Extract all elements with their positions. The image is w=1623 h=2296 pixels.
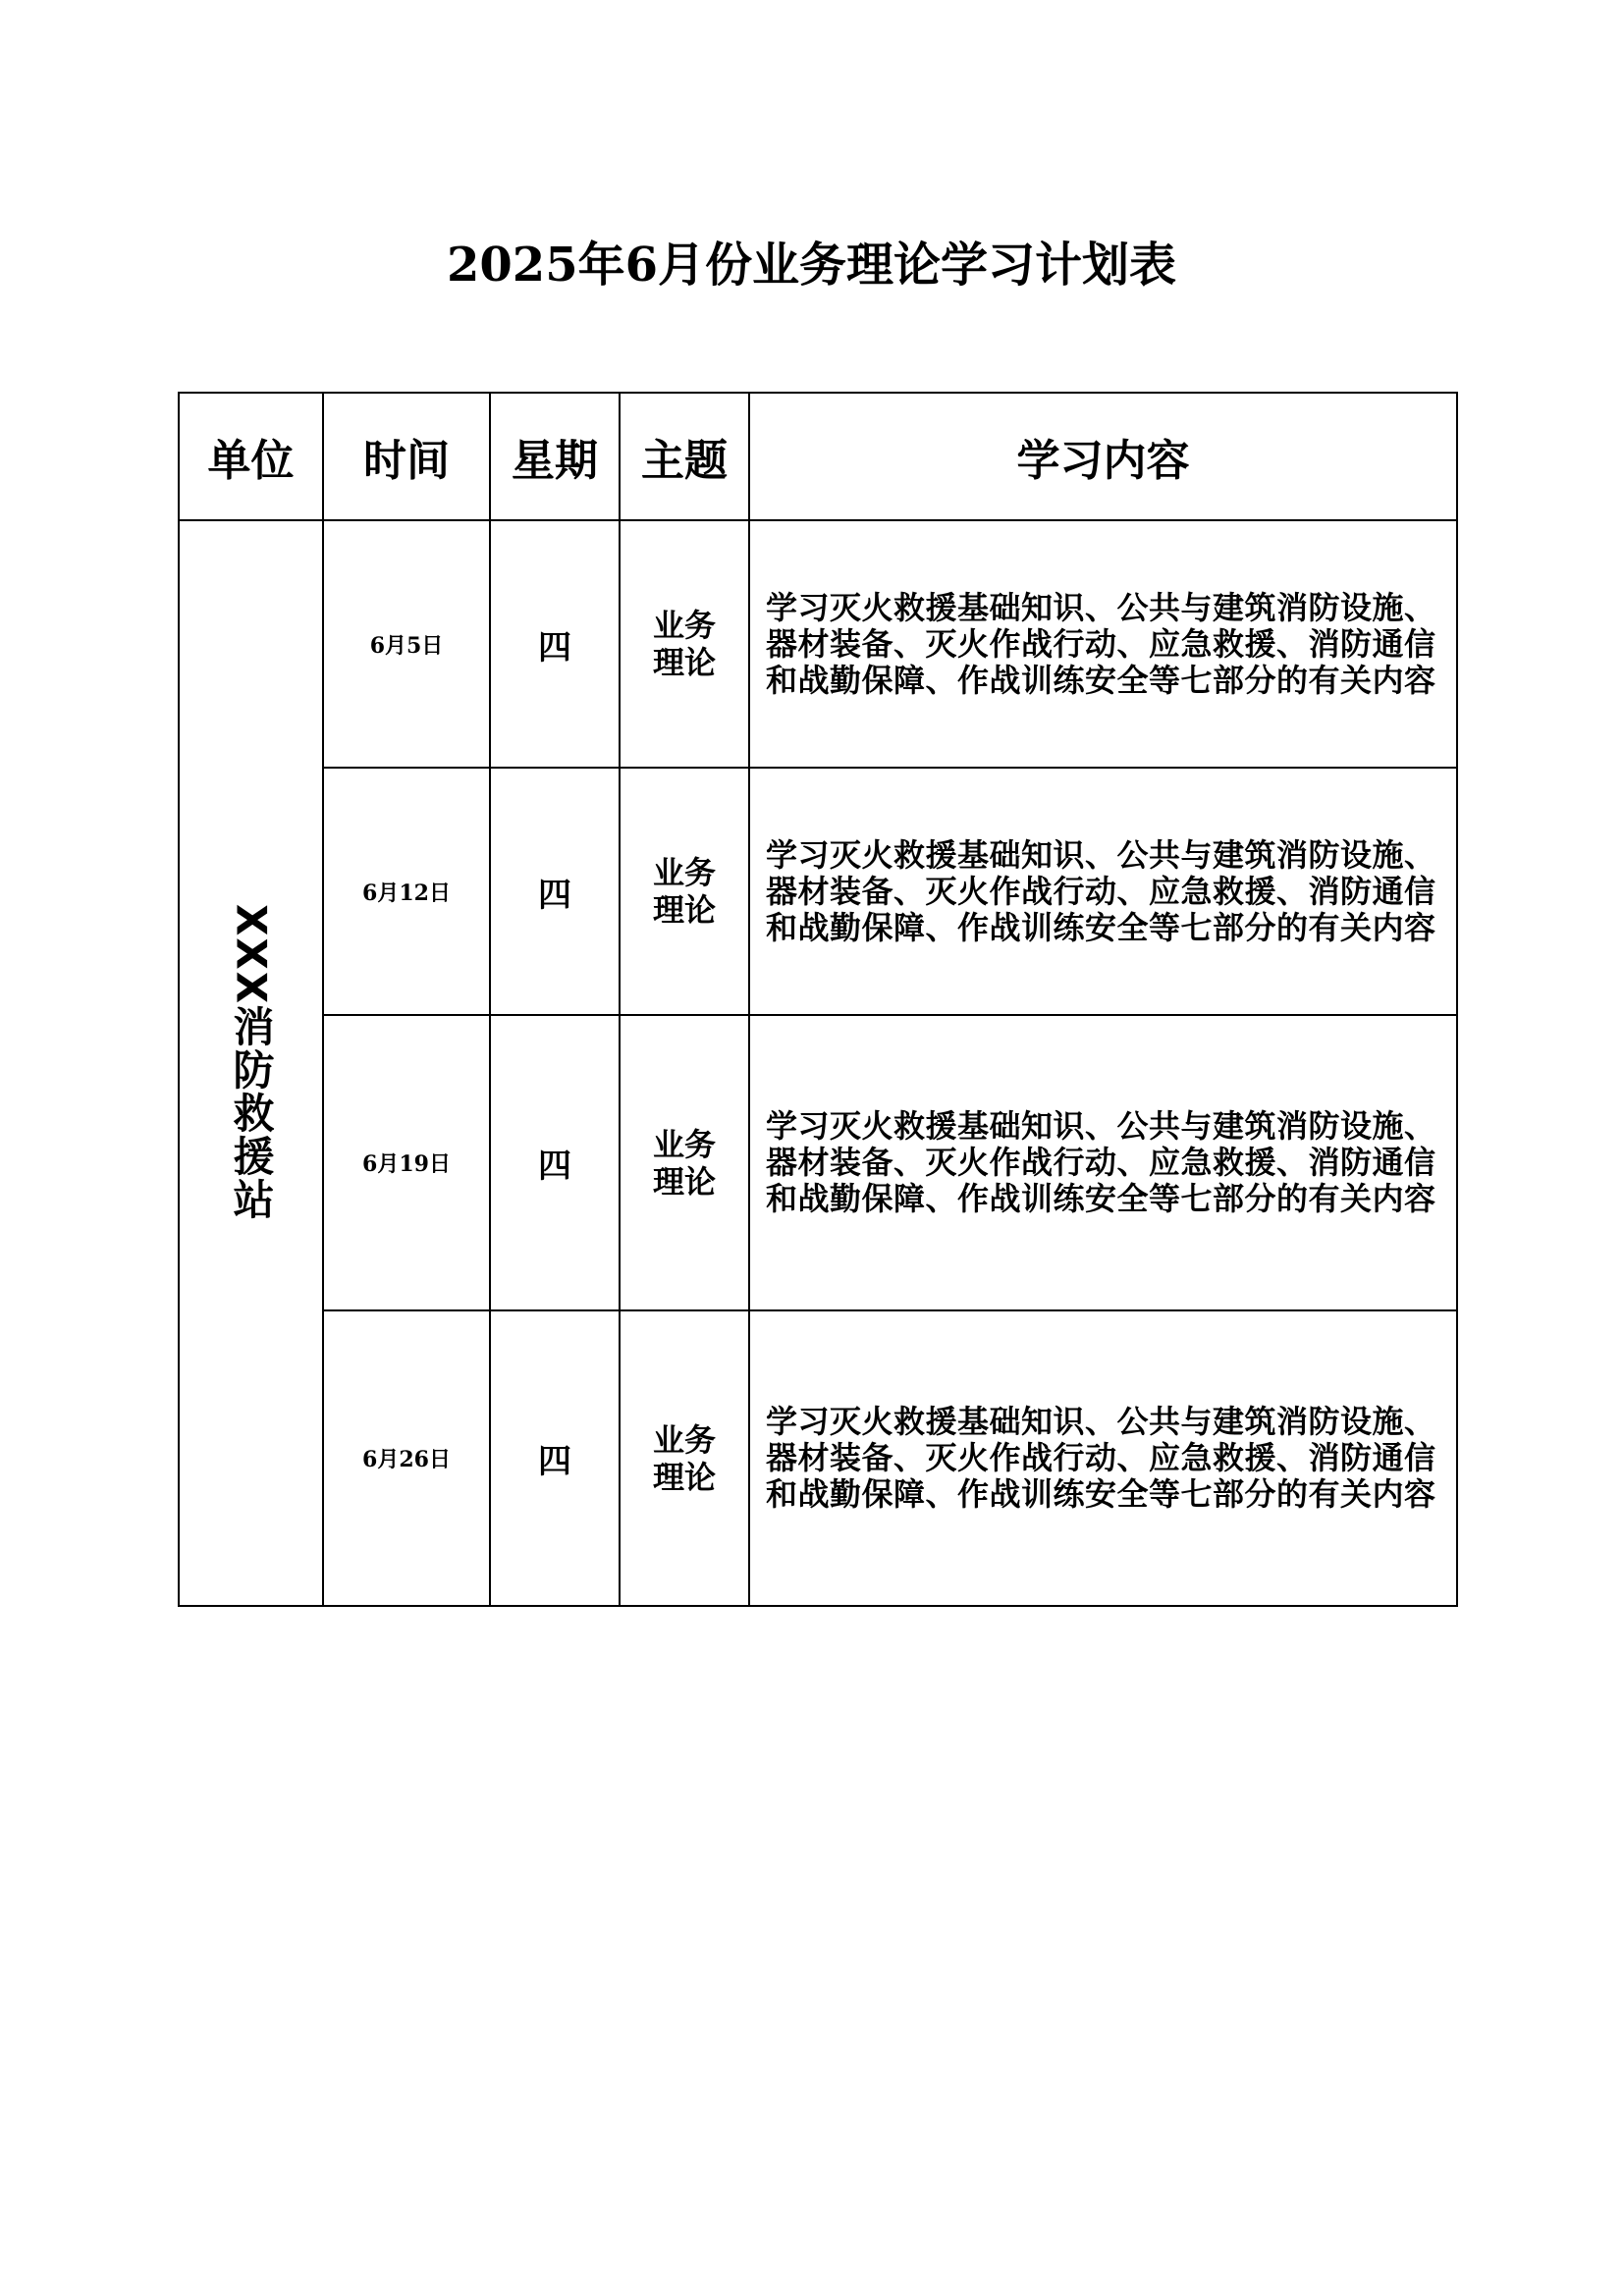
- unit-cell: [179, 520, 323, 1606]
- content-cell: 学习灭火救援基础知识、公共与建筑消防设施、器材装备、灭火作战行动、应急救援、消防通信和战勤保障、作战训练安全等七部分的有关内容: [749, 1310, 1457, 1606]
- table-row: [179, 1015, 1457, 1310]
- topic-cell: [620, 1015, 749, 1310]
- content-cell: 学习灭火救援基础知识、公共与建筑消防设施、器材装备、灭火作战行动、应急救援、消防通信和战勤保障、作战训练安全等七部分的有关内容: [749, 768, 1457, 1015]
- header-content: 学习内容: [749, 393, 1457, 520]
- table-row: [179, 520, 1457, 768]
- topic-text: 业务理论: [652, 1125, 716, 1201]
- weekday-cell: 四: [490, 1015, 620, 1310]
- study-plan-table: [178, 392, 1458, 1607]
- topic-cell: [620, 768, 749, 1015]
- content-cell: 学习灭火救援基础知识、公共与建筑消防设施、器材装备、灭火作战行动、应急救援、消防通信和战勤保障、作战训练安全等七部分的有关内容: [749, 520, 1457, 768]
- topic-text: 业务理论: [652, 607, 716, 681]
- unit-name: XXX消防救援站: [227, 904, 276, 1222]
- table-header-row: [179, 393, 1457, 520]
- date-cell: 6月5日: [323, 520, 490, 768]
- topic-cell: [620, 520, 749, 768]
- weekday-cell: 四: [490, 1310, 620, 1606]
- table-row: [179, 768, 1457, 1015]
- date-cell: 6月19日: [323, 1015, 490, 1310]
- header-topic: 主题: [620, 393, 749, 520]
- document-title: 2025年6月份业务理论学习计划表: [447, 238, 1176, 293]
- header-unit: 单位: [179, 393, 323, 520]
- weekday-cell: 四: [490, 768, 620, 1015]
- date-cell: 6月26日: [323, 1310, 490, 1606]
- table-row: [179, 1310, 1457, 1606]
- content-cell: 学习灭火救援基础知识、公共与建筑消防设施、器材装备、灭火作战行动、应急救援、消防通信和战勤保障、作战训练安全等七部分的有关内容: [749, 1015, 1457, 1310]
- weekday-cell: 四: [490, 520, 620, 768]
- topic-text: 业务理论: [652, 1420, 716, 1496]
- header-time: 时间: [323, 393, 490, 520]
- date-cell: 6月12日: [323, 768, 490, 1015]
- topic-cell: [620, 1310, 749, 1606]
- header-weekday: 星期: [490, 393, 620, 520]
- topic-text: 业务理论: [652, 854, 716, 929]
